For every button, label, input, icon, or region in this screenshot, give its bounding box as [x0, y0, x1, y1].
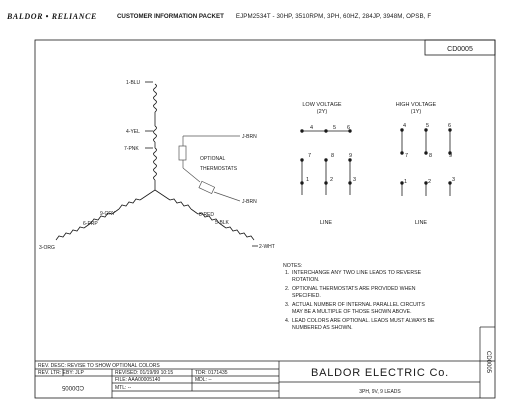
coil-3	[56, 227, 84, 240]
drawing-number: CD0005	[447, 46, 473, 53]
low-voltage-subtitle: (2Y)	[316, 109, 328, 115]
lv-label-4: 4	[310, 125, 314, 131]
packet-title: CUSTOMER INFORMATION PACKET	[116, 12, 224, 20]
high-voltage-subtitle: (1Y)	[410, 109, 422, 115]
hv-label-4: 4	[403, 123, 407, 129]
lv-terminal-4	[301, 130, 304, 133]
coil-4	[154, 126, 157, 142]
coil-9	[119, 199, 140, 209]
coil-8	[170, 199, 191, 209]
high-voltage-title: HIGH VOLTAGE	[395, 102, 437, 108]
lv-terminal-3	[349, 182, 352, 185]
hv-label-6: 6	[448, 123, 452, 129]
coil-1-4	[154, 84, 157, 112]
lead-label-6: 6-PRP	[83, 221, 98, 227]
note-3-line-1: ACTUAL NUMBER OF INTERNAL PARALLEL CIRCUITS	[292, 302, 425, 308]
wire-9	[140, 190, 155, 200]
lv-label-5: 5	[333, 125, 337, 131]
note-2-num: 2.	[285, 286, 290, 292]
title-block-text	[38, 351, 491, 395]
tb-by: BY: JLP	[66, 370, 84, 376]
note-1-line-2: ROTATION.	[292, 277, 320, 283]
lead-label-2: 2-WHT	[259, 244, 275, 250]
wire-8	[155, 190, 170, 200]
tb-file: FILE: AAA00005140	[115, 377, 161, 383]
lv-line-label: LINE	[319, 220, 333, 226]
tb-description: 3PH, 9V, 9 LEADS	[359, 389, 401, 395]
lead-label-4: 4-YEL	[126, 129, 140, 135]
brand-separator: •	[45, 11, 50, 21]
brand-right: RELIANCE	[51, 11, 97, 21]
lv-label-3: 3	[353, 177, 357, 183]
wire-8-5	[191, 209, 198, 214]
lv-label-2: 2	[330, 177, 334, 183]
tb-rev-ltr: REV. LTR: E	[38, 370, 66, 376]
thermostat-link-2	[183, 168, 200, 182]
lead-label-3: 3-ORG	[39, 245, 55, 251]
hv-terminal-6	[449, 129, 452, 132]
hv-label-1: 1	[404, 179, 408, 185]
lv-terminal-5	[325, 130, 328, 133]
high-voltage-diagram	[396, 102, 455, 226]
note-4-line-1: LEAD COLORS ARE OPTIONAL. LEADS MUST ALWAYS BE	[292, 318, 435, 324]
thermostat-lower	[199, 181, 215, 193]
brand-left: BALDOR	[7, 11, 44, 21]
hv-terminal-2	[425, 182, 428, 185]
lv-terminal-1	[301, 182, 304, 185]
note-3-line-2: MAY BE A MULTIPLE OF THOSE SHOWN ABOVE.	[292, 309, 412, 315]
thermostat-label-1: OPTIONAL	[200, 156, 226, 162]
tb-tdr: TDR: 0171435	[195, 370, 228, 376]
lv-label-1: 1	[306, 177, 310, 183]
notes	[283, 263, 435, 331]
note-3-num: 3.	[285, 302, 290, 308]
tb-mdl: MDL: --	[195, 377, 212, 383]
lv-terminal-2	[325, 182, 328, 185]
hv-terminal-7	[401, 152, 404, 155]
thermostat-upper	[179, 146, 186, 160]
hv-label-7: 7	[405, 153, 409, 159]
thermostat-label-2: THERMOSTATS	[200, 166, 238, 172]
hv-terminal-8	[425, 152, 428, 155]
notes-title: NOTES:	[283, 263, 303, 269]
low-voltage-diagram	[301, 102, 356, 226]
lv-label-6: 6	[347, 125, 351, 131]
lead-label-7: 7-PNK	[124, 146, 139, 152]
coil-2	[226, 227, 254, 240]
lead-label-8: 8-RED	[199, 212, 215, 218]
thermostat-lead-upper: J-BRN	[242, 134, 257, 140]
lv-terminal-9	[349, 159, 352, 162]
note-4-num: 4.	[285, 318, 290, 324]
note-1-num: 1.	[285, 270, 290, 276]
note-2-line-1: OPTIONAL THERMOSTATS ARE PROVIDED WHEN	[292, 286, 416, 292]
hv-terminal-5	[425, 129, 428, 132]
wye-labels	[39, 80, 275, 251]
thermostat-lead-lower: J-BRN	[242, 199, 257, 205]
thermostat-lower-lead	[214, 192, 240, 201]
note-4-line-2: NUMBERED AS SHOWN.	[292, 325, 353, 331]
motor-model: EJPM2534T - 30HP, 3510RPM, 3PH, 60HZ, 284JP, 3948M, OPSB, F	[235, 12, 432, 20]
hv-terminal-1	[401, 182, 404, 185]
tb-mtl: MTL: --	[115, 385, 132, 391]
lv-label-7: 7	[308, 153, 312, 159]
hv-label-3: 3	[452, 177, 456, 183]
lv-label-9: 9	[349, 153, 353, 159]
drawing-border	[35, 40, 495, 398]
lv-terminal-7	[301, 159, 304, 162]
hv-terminal-4	[401, 129, 404, 132]
lead-label-1: 1-BLU	[126, 80, 141, 86]
lead-label-5: 5-BLK	[215, 220, 229, 226]
hv-terminal-3	[449, 182, 452, 185]
tb-drawing-number-vertical: CD0005	[485, 350, 491, 374]
tb-drawing-number-mirrored: CD0005	[61, 384, 85, 390]
note-1-line-1: INTERCHANGE ANY TWO LINE LEADS TO REVERSE	[292, 270, 422, 276]
tb-revised: REVISED: 01/19/99 10:15	[115, 370, 174, 376]
tb-company: BALDOR ELECTRIC Co.	[310, 367, 450, 379]
lv-label-8: 8	[331, 153, 335, 159]
coil-7	[154, 148, 157, 180]
tb-rev-desc: REV. DESC: REVISE TO SHOW OPTIONAL COLORS	[38, 363, 160, 369]
hv-label-5: 5	[426, 123, 430, 129]
note-2-line-2: SPECIFIED.	[292, 293, 321, 299]
hv-label-2: 2	[428, 179, 432, 185]
hv-label-9: 9	[449, 153, 453, 159]
low-voltage-title: LOW VOLTAGE	[302, 102, 342, 108]
hv-label-8: 8	[429, 153, 433, 159]
lead-label-9: 9-GRY	[100, 211, 116, 217]
hv-line-label: LINE	[414, 220, 428, 226]
lv-terminal-8	[325, 159, 328, 162]
